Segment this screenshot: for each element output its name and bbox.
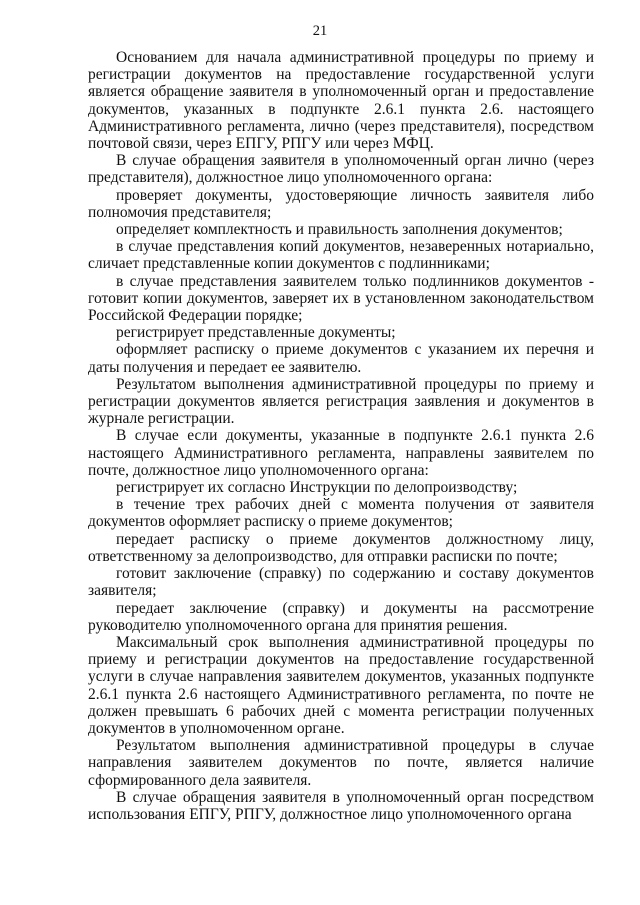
paragraph: проверяет документы, удостоверяющие личность заявителя либо полномочия представителя; (88, 186, 594, 221)
paragraph: Результатом выполнения административной процедуры по приему и регистрации документов является регистрация заявления и документов в журнале регистрации. (88, 375, 594, 428)
document-body (88, 49, 594, 823)
paragraph: определяет комплектность и правильность заполнения документов; (116, 221, 563, 239)
paragraph: в случае представления заявителем только подлинников документов - готовит копии документов, заверяет их в установленном законодательством Российской Федерации порядке; (88, 272, 594, 325)
page-number: 21 (312, 23, 328, 39)
paragraph: Основанием для начала административной процедуры по приему и регистрации документов на предоставление государственной услуги является обращение заявителя в уполномоченный орган и предоставление документов, указанных в подпункте 2.6.1 пункта 2.6. настоящего Административного регламента, лично (через представителя), посредством почтовой связи, через ЕПГУ, РПГУ или через МФЦ. (88, 49, 594, 153)
paragraph: В случае обращения заявителя в уполномоченный орган посредством использования ЕПГУ, РПГУ, должностное лицо уполномоченного органа (88, 788, 594, 823)
paragraph: в течение трех рабочих дней с момента получения от заявителя документов оформляет расписку о приеме документов; (88, 496, 594, 531)
paragraph: передает расписку о приеме документов должностному лицу, ответственному за делопроизводство, для отправки расписки по почте; (88, 530, 594, 565)
paragraph: оформляет расписку о приеме документов с указанием их перечня и даты получения и передает ее заявителю. (88, 341, 594, 376)
paragraph: регистрирует их согласно Инструкции по делопроизводству; (116, 479, 518, 497)
paragraph: Максимальный срок выполнения административной процедуры по приему и регистрации документов на предоставление государственной услуги в случае направления заявителем документов, указанных подпункте 2.6.1 пункта 2.6 настоящего Административного регламента, по почте не должен превышать 6 рабочих дней с момента регистрации полученных документов в уполномоченном органе. (88, 633, 594, 737)
paragraph: В случае если документы, указанные в подпункте 2.6.1 пункта 2.6 настоящего Административного регламента, направлены заявителем по почте, должностное лицо уполномоченного органа: (88, 427, 594, 479)
paragraph: Результатом выполнения административной процедуры в случае направления заявителем документов по почте, является наличие сформированного дела заявителя. (88, 737, 594, 789)
paragraph: в случае представления копий документов, незаверенных нотариально, сличает представленные копии документов с подлинниками; (88, 238, 594, 273)
paragraph: регистрирует представленные документы; (116, 324, 396, 342)
paragraph: готовит заключение (справку) по содержанию и составу документов заявителя; (88, 565, 594, 600)
paragraph: В случае обращения заявителя в уполномоченный орган лично (через представителя), должностное лицо уполномоченного органа: (88, 152, 594, 187)
paragraph: передает заключение (справку) и документы на рассмотрение руководителю уполномоченного органа для принятия решения. (88, 599, 594, 634)
